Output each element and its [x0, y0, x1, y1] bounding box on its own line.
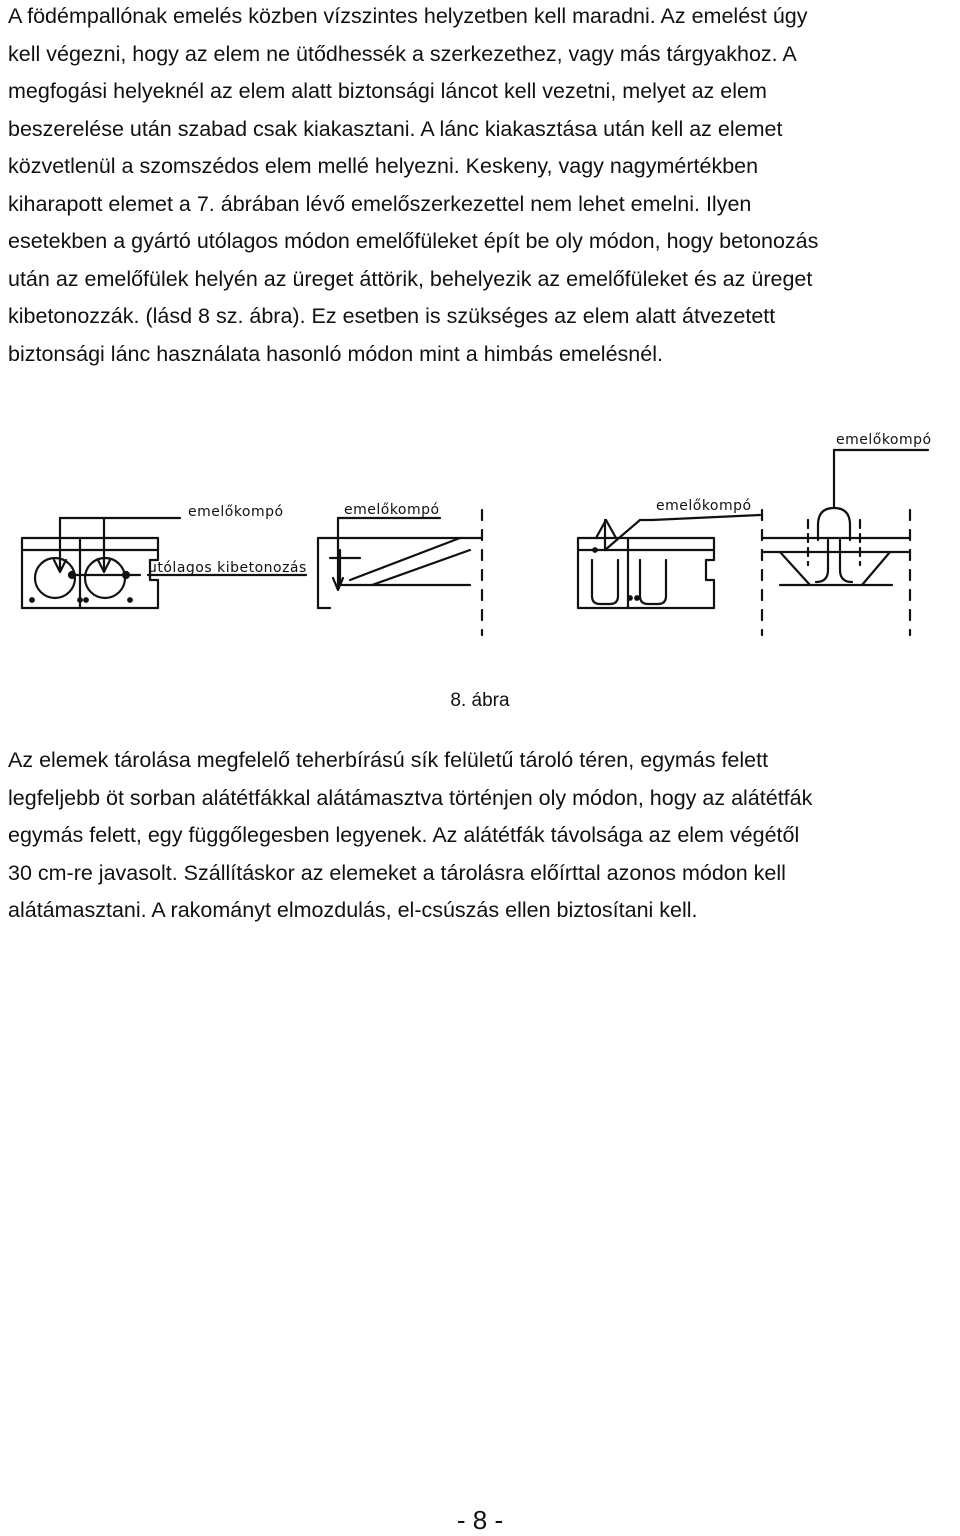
text-line: beszerelése után szabad csak kiakasztani. A lánc kiakasztása után kell az elemet — [8, 116, 783, 141]
label-lifting-hook-2: emelőkompó — [344, 502, 440, 518]
text-line: alátámasztani. A rakományt elmozdulás, el-csúszás ellen biztosítani kell. — [8, 898, 698, 922]
slab-longitudinal-right — [762, 450, 928, 635]
label-lifting-hook-3: emelőkompó — [656, 498, 752, 514]
text-line: egymás felett, egy függőlegesben legyenek. Az alátétfák távolsága az elem végétől — [8, 823, 800, 847]
text-line: legfeljebb öt sorban alátétfákkal alátámasztva történjen oly módon, hogy az alátétfák — [8, 785, 813, 810]
text-line: biztonsági lánc használata hasonló módon mint a himbás emelésnél. — [8, 341, 663, 366]
figure-8-drawing — [0, 420, 960, 640]
slab-section-right — [578, 515, 760, 608]
text-line: A födémpallónak emelés közben vízszintes helyzetben kell maradni. Az emelést úgy — [8, 4, 808, 28]
label-lifting-hook-4: emelőkompó — [836, 432, 932, 448]
text-line: közvetlenül a szomszédos elem mellé helyezni. Keskeny, vagy nagymértékben — [8, 154, 759, 178]
text-line: 30 cm-re javasolt. Szállításkor az elemeket a tárolásra előírttal azonos módon kell — [8, 860, 786, 885]
text-line: kiharapott elemet a 7. ábrában lévő emelőszerkezettel nem lehet emelni. Ilyen — [8, 191, 752, 216]
paragraph-storage — [8, 742, 954, 930]
text-line: kell végezni, hogy az elem ne ütődhessék a szerkezethez, vagy más tárgyakhoz. A — [8, 41, 797, 66]
label-lifting-hook-1: emelőkompó — [188, 504, 284, 520]
label-subsequent-concreting: utólagos kibetonozás — [148, 560, 307, 576]
page-number: - 8 - — [456, 1505, 504, 1535]
text-line: Az elemek tárolása megfelelő teherbírású sík felületű tároló téren, egymás felett — [8, 748, 769, 772]
slab-longitudinal-left — [318, 510, 482, 635]
text-line: után az emelőfülek helyén az üreget áttörik, behelyezik az emelőfüleket és az üreget — [8, 266, 813, 291]
technical-drawing — [0, 420, 960, 640]
text-line: esetekben a gyártó utólagos módon emelőfüleket épít be oly módon, hogy betonozás — [8, 229, 819, 253]
text-line: megfogási helyeknél az elem alatt biztonsági láncot kell vezetni, melyet az elem — [8, 79, 767, 103]
figure-caption: 8. ábra — [450, 690, 510, 711]
text-line: kibetonozzák. (lásd 8 sz. ábra). Ez esetben is szükséges az elem alatt átvezetett — [8, 304, 776, 328]
paragraph-lifting — [8, 0, 954, 373]
